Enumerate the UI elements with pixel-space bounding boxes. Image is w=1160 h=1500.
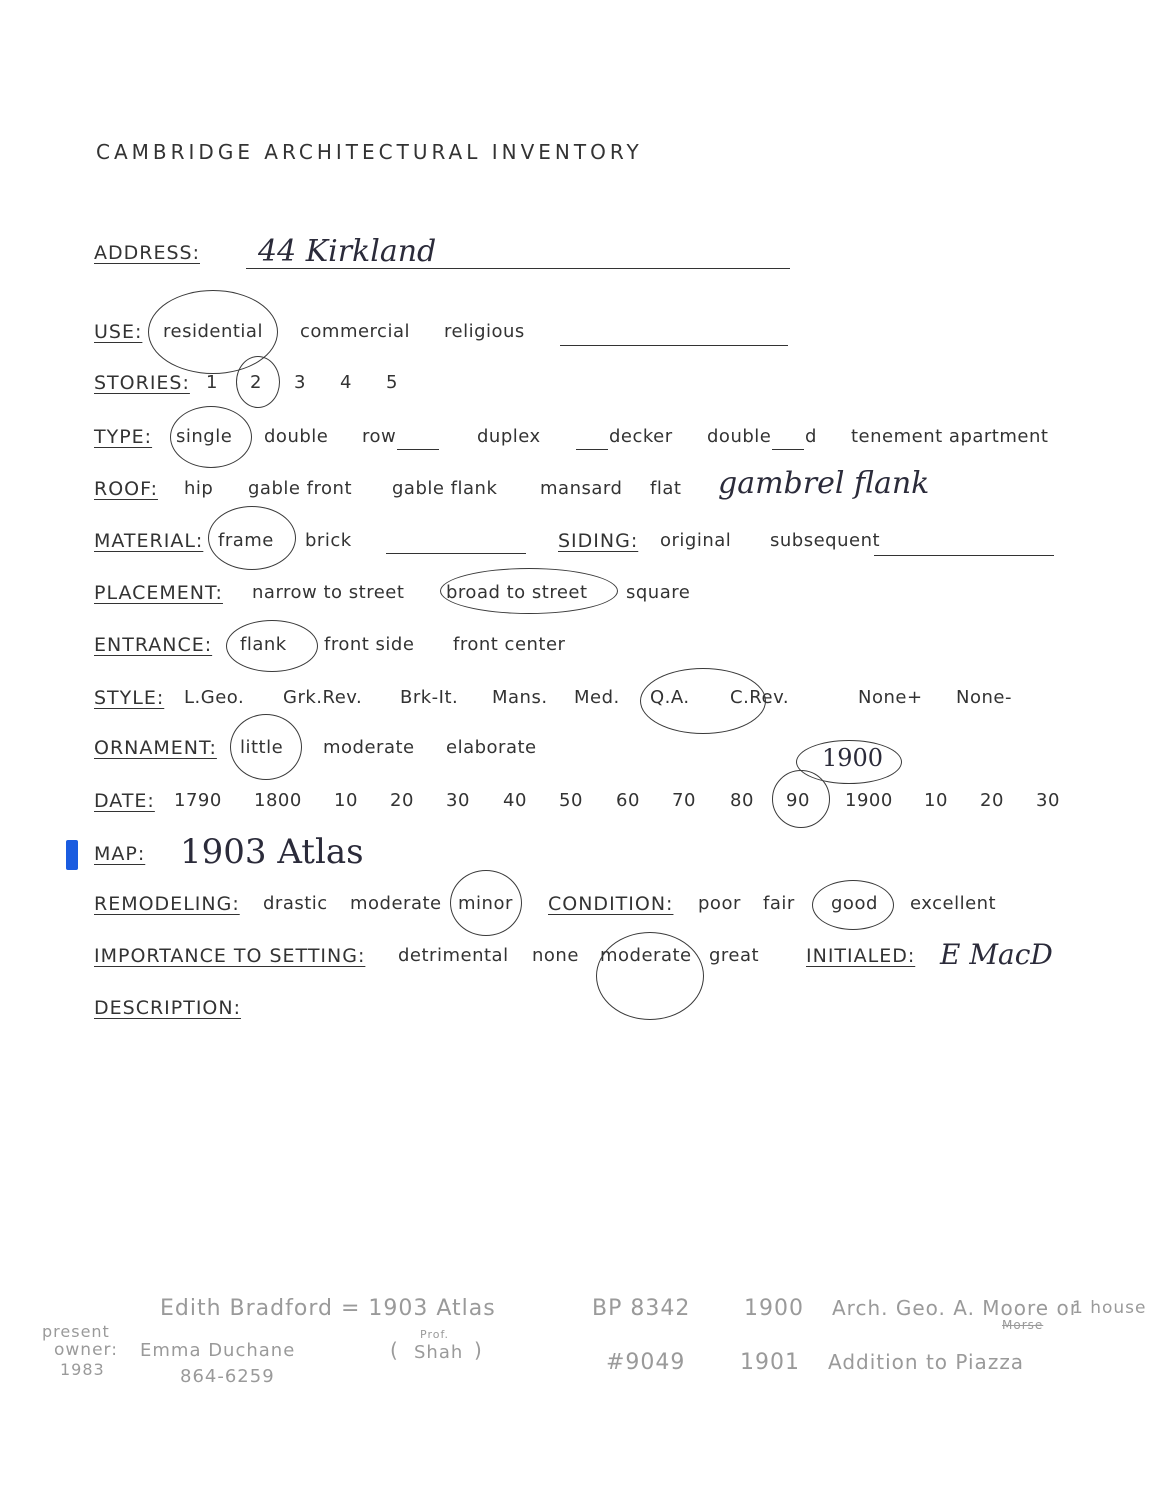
roof-option-hip: hip bbox=[184, 478, 214, 499]
note-shah: Shah bbox=[414, 1342, 464, 1363]
note-bp-year: 1900 bbox=[744, 1296, 804, 1321]
style-label: STYLE: bbox=[94, 687, 165, 709]
note-permit-description: Addition to Piazza bbox=[828, 1350, 1025, 1374]
ornament-selected-circle bbox=[230, 714, 302, 780]
roof-option-gable-front: gable front bbox=[248, 478, 352, 499]
entrance-option-flank: flank bbox=[240, 634, 287, 655]
note-architect: Arch. Geo. A. Moore or bbox=[832, 1296, 1079, 1320]
note-close-paren: ) bbox=[474, 1338, 483, 1362]
remodeling-option-moderate: moderate bbox=[350, 893, 442, 914]
note-owner-label: owner: bbox=[54, 1340, 118, 1360]
style-option-none-minus: None- bbox=[956, 687, 1012, 708]
address-line bbox=[246, 268, 790, 269]
use-option-residential: residential bbox=[163, 321, 263, 342]
remodeling-selected-circle bbox=[450, 870, 522, 936]
address-label: ADDRESS: bbox=[94, 242, 200, 264]
entrance-option-front-side: front side bbox=[324, 634, 415, 655]
note-permit-year: 1901 bbox=[740, 1350, 800, 1375]
stories-option-1: 1 bbox=[206, 372, 218, 393]
note-phone: 864-6259 bbox=[180, 1366, 275, 1387]
material-label: MATERIAL: bbox=[94, 530, 204, 552]
note-year: 1983 bbox=[60, 1360, 105, 1379]
date-handwritten-circle bbox=[796, 740, 902, 784]
entrance-selected-circle bbox=[226, 620, 318, 672]
type-option-decker: decker bbox=[609, 426, 673, 447]
siding-option-subsequent: subsequent bbox=[770, 530, 881, 551]
note-architect-struck: Morse bbox=[1002, 1318, 1044, 1332]
type-double-blank bbox=[772, 449, 804, 450]
date-option-20b: 20 bbox=[980, 790, 1004, 811]
remodeling-option-minor: minor bbox=[458, 893, 513, 914]
initialed-label: INITIALED: bbox=[806, 945, 916, 967]
type-label: TYPE: bbox=[94, 426, 153, 448]
style-option-med: Med. bbox=[574, 687, 620, 708]
importance-option-none: none bbox=[532, 945, 579, 966]
use-other-line bbox=[560, 345, 788, 346]
placement-option-narrow: narrow to street bbox=[252, 582, 405, 603]
stories-label: STORIES: bbox=[94, 372, 190, 394]
type-option-duplex: duplex bbox=[477, 426, 541, 447]
material-other-line bbox=[386, 553, 526, 554]
material-selected-circle bbox=[208, 506, 296, 570]
map-value: 1903 Atlas bbox=[180, 832, 364, 872]
condition-option-fair: fair bbox=[763, 893, 795, 914]
date-option-30: 30 bbox=[446, 790, 470, 811]
map-label: MAP: bbox=[94, 843, 146, 865]
importance-option-detrimental: detrimental bbox=[398, 945, 509, 966]
importance-label: IMPORTANCE TO SETTING: bbox=[94, 945, 366, 967]
blue-marker bbox=[66, 840, 78, 870]
style-option-mans: Mans. bbox=[492, 687, 548, 708]
type-decker-blank bbox=[576, 449, 608, 450]
ornament-option-moderate: moderate bbox=[323, 737, 415, 758]
date-option-40: 40 bbox=[503, 790, 527, 811]
use-option-commercial: commercial bbox=[300, 321, 410, 342]
stories-option-3: 3 bbox=[294, 372, 306, 393]
date-option-1790: 1790 bbox=[174, 790, 222, 811]
date-label: DATE: bbox=[94, 790, 155, 812]
initialed-value: E MacD bbox=[940, 938, 1053, 971]
roof-handwritten: gambrel flank bbox=[718, 466, 930, 501]
style-selected-circle bbox=[640, 668, 766, 734]
date-option-20: 20 bbox=[390, 790, 414, 811]
condition-option-good: good bbox=[831, 893, 878, 914]
style-option-lgeo: L.Geo. bbox=[184, 687, 245, 708]
stories-option-5: 5 bbox=[386, 372, 398, 393]
type-option-single: single bbox=[176, 426, 233, 447]
ornament-label: ORNAMENT: bbox=[94, 737, 217, 759]
condition-selected-circle bbox=[812, 880, 894, 930]
date-option-1800: 1800 bbox=[254, 790, 302, 811]
remodeling-label: REMODELING: bbox=[94, 893, 240, 915]
note-owner-name: Emma Duchane bbox=[140, 1340, 296, 1361]
type-option-double: double bbox=[264, 426, 329, 447]
use-option-religious: religious bbox=[444, 321, 525, 342]
date-option-10b: 10 bbox=[924, 790, 948, 811]
note-edith-bradford: Edith Bradford = 1903 Atlas bbox=[160, 1296, 496, 1321]
importance-option-moderate: moderate bbox=[600, 945, 692, 966]
condition-option-poor: poor bbox=[698, 893, 741, 914]
siding-label: SIDING: bbox=[558, 530, 639, 552]
material-option-brick: brick bbox=[305, 530, 352, 551]
date-option-10: 10 bbox=[334, 790, 358, 811]
roof-label: ROOF: bbox=[94, 478, 158, 500]
type-option-row: row bbox=[362, 426, 397, 447]
placement-option-broad: broad to street bbox=[446, 582, 588, 603]
stories-option-2: 2 bbox=[250, 372, 262, 393]
type-selected-circle bbox=[170, 406, 252, 468]
ornament-option-little: little bbox=[240, 737, 284, 758]
use-label: USE: bbox=[94, 321, 143, 343]
date-handwritten: 1900 bbox=[822, 744, 884, 772]
type-option-d: d bbox=[805, 426, 817, 447]
stories-option-4: 4 bbox=[340, 372, 352, 393]
placement-label: PLACEMENT: bbox=[94, 582, 223, 604]
material-option-frame: frame bbox=[218, 530, 274, 551]
condition-option-excellent: excellent bbox=[910, 893, 997, 914]
type-option-double-decker: double bbox=[707, 426, 772, 447]
siding-option-original: original bbox=[660, 530, 732, 551]
remodeling-option-drastic: drastic bbox=[263, 893, 328, 914]
address-value: 44 Kirkland bbox=[258, 234, 437, 269]
date-option-80: 80 bbox=[730, 790, 754, 811]
description-label: DESCRIPTION: bbox=[94, 997, 242, 1019]
type-row-blank bbox=[397, 449, 439, 450]
roof-option-gable-flank: gable flank bbox=[392, 478, 498, 499]
siding-other-line bbox=[874, 555, 1054, 556]
date-option-1900: 1900 bbox=[845, 790, 893, 811]
note-open-paren: ( bbox=[390, 1338, 399, 1362]
style-option-qa: Q.A. bbox=[650, 687, 690, 708]
stories-selected-circle bbox=[236, 356, 280, 408]
form-title: CAMBRIDGE ARCHITECTURAL INVENTORY bbox=[96, 140, 643, 164]
style-option-grkrev: Grk.Rev. bbox=[283, 687, 363, 708]
note-prof: Prof. bbox=[420, 1328, 450, 1341]
style-option-crev: C.Rev. bbox=[730, 687, 790, 708]
date-option-60: 60 bbox=[616, 790, 640, 811]
placement-option-square: square bbox=[626, 582, 691, 603]
date-option-50: 50 bbox=[559, 790, 583, 811]
placement-selected-circle bbox=[440, 568, 618, 614]
roof-option-mansard: mansard bbox=[540, 478, 623, 499]
date-option-70: 70 bbox=[672, 790, 696, 811]
note-permit-number: #9049 bbox=[606, 1350, 686, 1375]
entrance-label: ENTRANCE: bbox=[94, 634, 213, 656]
importance-selected-circle bbox=[596, 932, 704, 1020]
date-option-30b: 30 bbox=[1036, 790, 1060, 811]
date-option-90: 90 bbox=[786, 790, 810, 811]
condition-label: CONDITION: bbox=[548, 893, 674, 915]
note-house: 1 house bbox=[1072, 1298, 1147, 1318]
style-option-none-plus: None+ bbox=[858, 687, 923, 708]
entrance-option-front-center: front center bbox=[453, 634, 566, 655]
style-option-brkit: Brk-It. bbox=[400, 687, 459, 708]
note-bp-number: BP 8342 bbox=[592, 1296, 691, 1321]
type-option-tenement: tenement apartment bbox=[851, 426, 1049, 447]
roof-option-flat: flat bbox=[650, 478, 682, 499]
ornament-option-elaborate: elaborate bbox=[446, 737, 537, 758]
note-present: present bbox=[42, 1322, 110, 1341]
importance-option-great: great bbox=[709, 945, 760, 966]
